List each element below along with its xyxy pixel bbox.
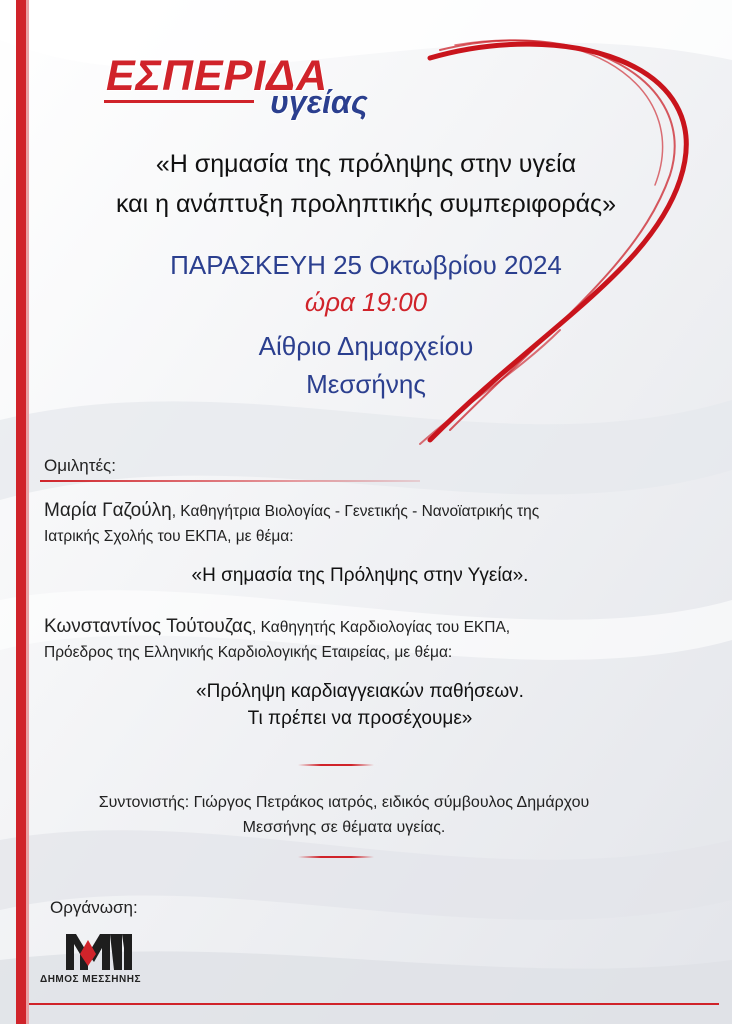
- event-title: ΕΣΠΕΡΙΔΑ: [106, 52, 329, 100]
- venue-line-2: Μεσσήνης: [306, 369, 426, 399]
- municipality-logo: [66, 930, 136, 972]
- moderator-line-2: Μεσσήνης σε θέματα υγείας.: [242, 819, 446, 836]
- speaker-2-topic: [60, 678, 660, 732]
- event-subtitle: υγείας: [270, 84, 368, 120]
- moderator: [44, 790, 644, 840]
- speaker-1-topic: [60, 562, 660, 589]
- bottom-red-line: [29, 1003, 719, 1005]
- speaker-1-topic-line-1: «Η σημασία της Πρόληψης στην Υγεία».: [191, 565, 529, 586]
- subject-line-1: «Η σημασία της πρόληψης στην υγεία: [155, 150, 577, 178]
- speaker-1-name: Μαρία Γαζούλη: [44, 500, 172, 521]
- moderator-line-1: Συντονιστής: Γιώργος Πετράκος ιατρός, ειδικός σύμβουλος Δημάρχου: [98, 794, 590, 811]
- left-red-border: [16, 0, 26, 1024]
- section-divider-1: [298, 764, 374, 766]
- speaker-2-description: [44, 614, 644, 665]
- section-divider-2: [298, 856, 374, 858]
- speaker-1-description: [44, 498, 644, 549]
- event-subject: [40, 144, 692, 224]
- event-date: ΠΑΡΑΣΚΕΥΗ 25 Οκτωβρίου 2024: [170, 250, 562, 280]
- speaker-1-desc-line-1: , Καθηγήτρια Βιολογίας - Γενετικής - Νανοϊατρικής της: [171, 503, 540, 520]
- organization-label: Οργάνωση:: [50, 898, 138, 917]
- speaker-2-desc-line-2: Πρόεδρος της Ελληνικής Καρδιολογικής Εταιρείας, με θέμα:: [44, 644, 453, 661]
- venue-line-1: Αίθριο Δημαρχείου: [258, 331, 474, 361]
- speakers-divider: [40, 480, 420, 482]
- speaker-2-desc-line-1: , Καθηγητής Καρδιολογίας του ΕΚΠΑ,: [252, 619, 511, 636]
- speakers-label: Ομιλητές:: [44, 456, 116, 475]
- event-time: ώρα 19:00: [304, 287, 428, 317]
- speaker-2-topic-line-2: Τι πρέπει να προσέχουμε»: [247, 708, 473, 729]
- speaker-1-desc-line-2: Ιατρικής Σχολής του ΕΚΠΑ, με θέμα:: [44, 528, 294, 545]
- speaker-2-name: Κωνσταντίνος Τούτουζας: [44, 616, 253, 637]
- subject-line-2: και η ανάπτυξη προληπτικής συμπεριφοράς»: [115, 190, 617, 218]
- municipality-name: ΔΗΜΟΣ ΜΕΣΣΗΝΗΣ: [40, 974, 141, 985]
- event-venue: [40, 327, 692, 403]
- speaker-2-topic-line-1: «Πρόληψη καρδιαγγειακών παθήσεων.: [196, 681, 524, 702]
